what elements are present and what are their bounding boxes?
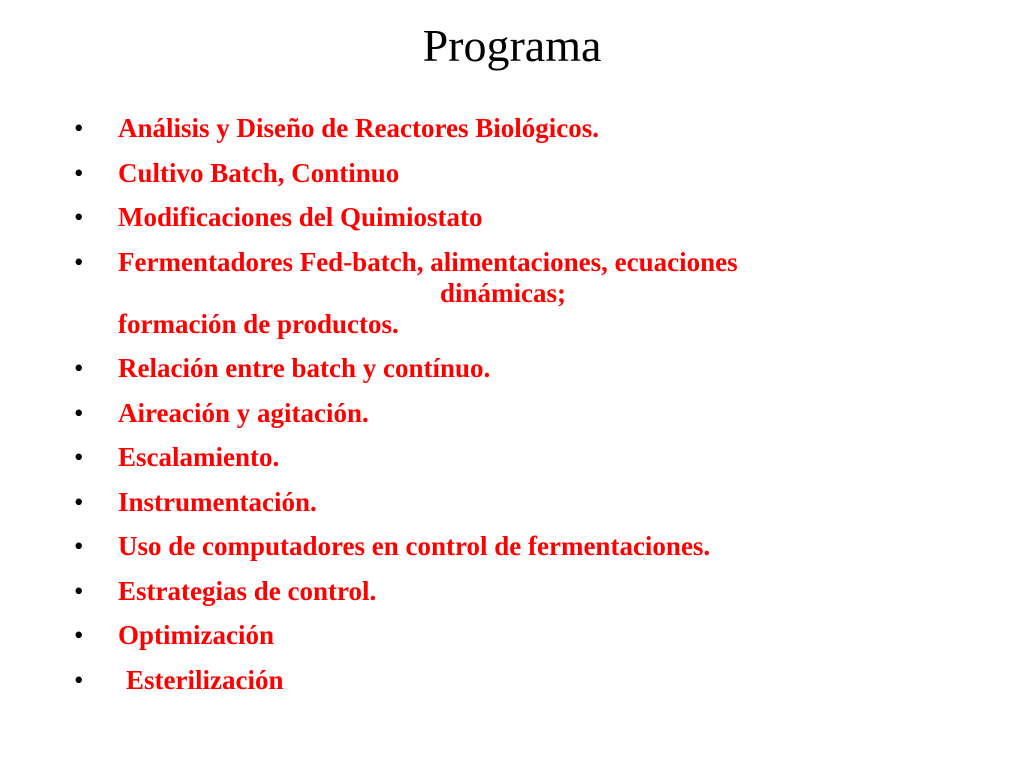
list-item-text: Relación entre batch y contínuo. <box>118 353 491 383</box>
list-item-text: Cultivo Batch, Continuo <box>118 157 400 188</box>
bullet-icon: • <box>74 442 84 472</box>
list-item-text: Aireación y agitación. <box>118 397 369 428</box>
list-item-text: Instrumentación. <box>118 486 317 517</box>
list-item <box>0 202 1024 233</box>
list-item-text: Modificaciones del Quimiostato <box>118 202 483 232</box>
bullet-icon: • <box>74 620 84 650</box>
bullet-icon: • <box>74 531 84 561</box>
list-item-text: Uso de computadores en control de fermentaciones. <box>118 531 711 561</box>
bullet-icon: • <box>74 397 84 428</box>
bullet-icon: • <box>74 486 84 517</box>
list-item-text-line: formación de productos. <box>118 308 399 339</box>
bullet-icon: • <box>74 575 84 606</box>
bullet-icon: • <box>74 664 84 695</box>
list-item <box>0 113 1024 144</box>
bullet-icon: • <box>74 113 84 143</box>
bullet-icon: • <box>74 246 84 277</box>
list-item-text: Escalamiento. <box>118 442 280 472</box>
list-item <box>0 398 1024 429</box>
list-item-text-line: dinámicas; <box>440 277 567 308</box>
list-item <box>0 620 1024 651</box>
list-item-text: Optimización <box>118 620 274 650</box>
slide-title: Programa <box>422 20 602 71</box>
bullet-icon: • <box>74 353 84 383</box>
bullet-icon: • <box>74 157 84 188</box>
bullet-list <box>0 113 1024 709</box>
list-item-text-line: Fermentadores Fed-batch, alimentaciones, ecuaciones <box>118 246 738 277</box>
list-item <box>0 576 1024 607</box>
list-item-text: Estrategias de control. <box>118 575 377 606</box>
list-item <box>0 158 1024 189</box>
list-item-text: Esterilización <box>126 664 284 695</box>
bullet-icon: • <box>74 202 84 232</box>
list-item <box>0 442 1024 473</box>
list-item-text: Análisis y Diseño de Reactores Biológicos. <box>118 113 599 143</box>
list-item <box>0 353 1024 384</box>
list-item <box>0 247 1024 340</box>
list-item <box>0 487 1024 518</box>
list-item <box>0 665 1024 696</box>
list-item <box>0 531 1024 562</box>
